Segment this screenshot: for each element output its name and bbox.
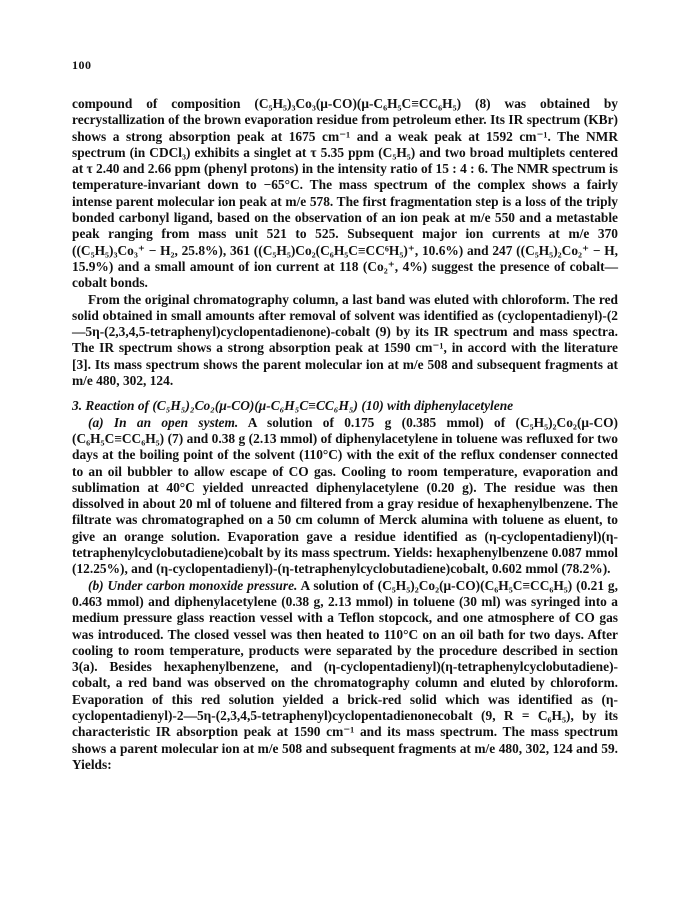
body-text <box>72 96 618 773</box>
paragraph-compound-9: From the original chromatography column, a last band was eluted with chloroform. The red solid obtained in small amounts after removal of solvent was identified as (cyclopentadienyl)-(2—5η-(2,3,4,5-tetraphenyl)cyclopentadienone)-cobalt (9) by its IR spectrum and mass spectra. The IR spectrum shows a strong absorption peak at 1590 cm⁻¹, in accord with the literature [3]. Its mass spectrum shows the parent molecular ion at m/e 508 and subsequent fragments at m/e 480, 302, 124. <box>72 291 618 389</box>
paragraph-compound-8: compound of composition (C₅H₅)₃Co₃(μ-CO)(μ-C₆H₅C≡CC₆H₅) (8) was obtained by recrystallization of the brown evaporation residue from petroleum ether. Its IR spectrum (KBr) shows a strong absorption peak at 1675 cm⁻¹ and a weak peak at 1592 cm⁻¹. The NMR spectrum (in CDCl₃) exhibits a singlet at τ 5.35 ppm (C₅H₅) and two broad multiplets centered at τ 2.40 and 2.66 ppm (phenyl protons) in the intensity ratio of 15 : 4 : 6. The NMR spectrum is temperature-invariant down to −65°C. The mass spectrum of the complex shows a fairly intense parent molecular ion peak at m/e 578. The first fragmentation step is a loss of the triply bonded carbonyl ligand, based on the observation of an ion peak at m/e 550 and a metastable peak ranging from mass unit 521 to 525. Subsequent major ion currents at m/e 370 ((C₅H₅)₃Co₃⁺ − H₂, 25.8%), 361 ((C₅H₅)Co₂(C₆H₅C≡CC⁶H₅)⁺, 10.6%) and 247 ((C₅H₅)₂Co₂⁺ − H, 15.9%) and a small amount of ion current at 118 (Co₂⁺, 4%) suggest the presence of cobalt—cobalt bonds. <box>72 96 618 291</box>
page-number: 100 <box>72 58 92 72</box>
subsection-label-b: (b) Under carbon monoxide pressure. <box>88 577 298 593</box>
subsection-text-b: A solution of (C₅H₅)₂Co₂(μ-CO)(C₆H₅C≡CC₆H₅) (0.21 g, 0.463 mmol) and diphenylacetylene (0.38 g, 2.13 mmol) in toluene (30 ml) was syringed into a medium pressure glass reaction vessel with a Teflon stopcock, and one atmosphere of CO gas was introduced. The closed vessel was then heated to 110°C on an oil bath for two days. After cooling to room temperature, products were separated by the procedure described in section 3(a). Besides hexaphenylbenzene, and (η-cyclopentadienyl)(η-tetraphenylcyclobutadiene)-cobalt, a red band was observed on the chromatography column and eluted by chloroform. Evaporation of this red solution yielded a brick-red solid which was identified as (η-cyclopentadienyl)-2—5η-(2,3,4,5-tetraphenyl)cyclopentadienonecobalt (9, R = C₆H₅), by its characteristic IR absorption peak at 1590 cm⁻¹ and its mass spectrum. The mass spectrum shows a parent molecular ion at m/e 508 and subsequent fragments at m/e 480, 302, 124 and 59. Yields: <box>72 577 618 772</box>
subsection-label-a: (a) In an open system. <box>88 414 239 430</box>
section-heading: 3. Reaction of (C₅H₅)₂Co₂(μ-CO)(μ-C₆H₅C≡CC₆H₅) (10) with diphenylacetylene <box>72 398 514 414</box>
subsection-text-a: A solution of 0.175 g (0.385 mmol) of (C₅H₅)₂Co₂(μ-CO)(C₆H₅C≡CC₆H₅) (7) and 0.38 g (2.13 mmol) of diphenylacetylene in toluene was refluxed for two days at the boiling point of the solvent (110°C) with the exit of the reflux condenser connected to an oil bubbler to allow escape of CO gas. Cooling to room temperature, evaporation and sublimation at 40°C yielded unreacted diphenylacetylene (0.20 g). The residue was then dissolved in about 20 ml of toluene and filtered from a gray residue of hexaphenylbenzene. The filtrate was chromatographed on a 50 cm column of Merck alumina with toluene as eluent, to give an orange solution. Evaporation gave a residue identified as (η-cyclopentadienyl)(η-tetraphenylcyclobutadiene)cobalt by its mass spectrum. Yields: hexaphenylbenzene 0.087 mmol (12.25%), and (η-cyclopentadienyl)-(η-tetraphenylcyclobutadiene)cobalt, 0.602 mmol (78.2%). <box>72 414 618 577</box>
paragraph-co-pressure <box>72 578 618 774</box>
paragraph-open-system <box>72 415 618 578</box>
